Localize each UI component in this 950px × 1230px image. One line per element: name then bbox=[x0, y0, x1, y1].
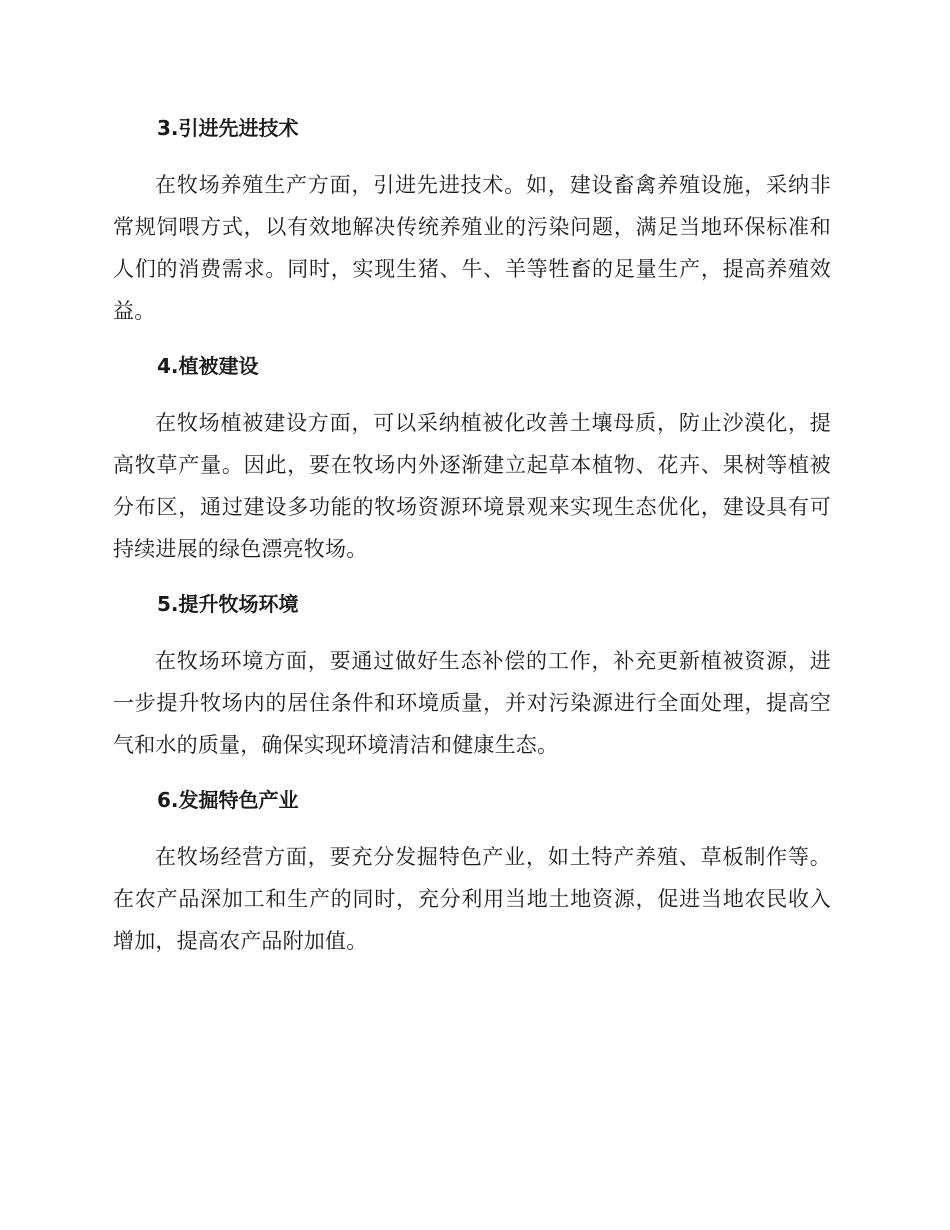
section-heading-4: 4.植被建设 bbox=[157, 354, 259, 378]
section-heading-3: 3.引进先进技术 bbox=[157, 116, 299, 140]
section-heading-6: 6.发掘特色产业 bbox=[157, 788, 299, 812]
section-body-3: 在牧场养殖生产方面，引进先进技术。如，建设畜禽养殖设施，采纳非常规饲喂方式，以有效地解决传统养殖业的污染问题，满足当地环保标准和人们的消费需求。同时，实现生猪、牛、羊等牲畜的足量生产，提高养殖效益。 bbox=[113, 173, 831, 323]
section-body-4: 在牧场植被建设方面，可以采纳植被化改善土壤母质，防止沙漠化，提高牧草产量。因此，要在牧场内外逐渐建立起草本植物、花卉、果树等植被分布区，通过建设多功能的牧场资源环境景观来实现生态优化，建设具有可持续进展的绿色漂亮牧场。 bbox=[113, 411, 831, 561]
document-page bbox=[113, 108, 831, 962]
section-body-6: 在牧场经营方面，要充分发掘特色产业，如土特产养殖、草板制作等。在农产品深加工和生产的同时，充分利用当地土地资源，促进当地农民收入增加，提高农产品附加值。 bbox=[113, 845, 831, 953]
section-body-5: 在牧场环境方面，要通过做好生态补偿的工作，补充更新植被资源，进一步提升牧场内的居住条件和环境质量，并对污染源进行全面处理，提高空气和水的质量，确保实现环境清洁和健康生态。 bbox=[113, 649, 831, 757]
section-heading-5: 5.提升牧场环境 bbox=[157, 592, 299, 616]
